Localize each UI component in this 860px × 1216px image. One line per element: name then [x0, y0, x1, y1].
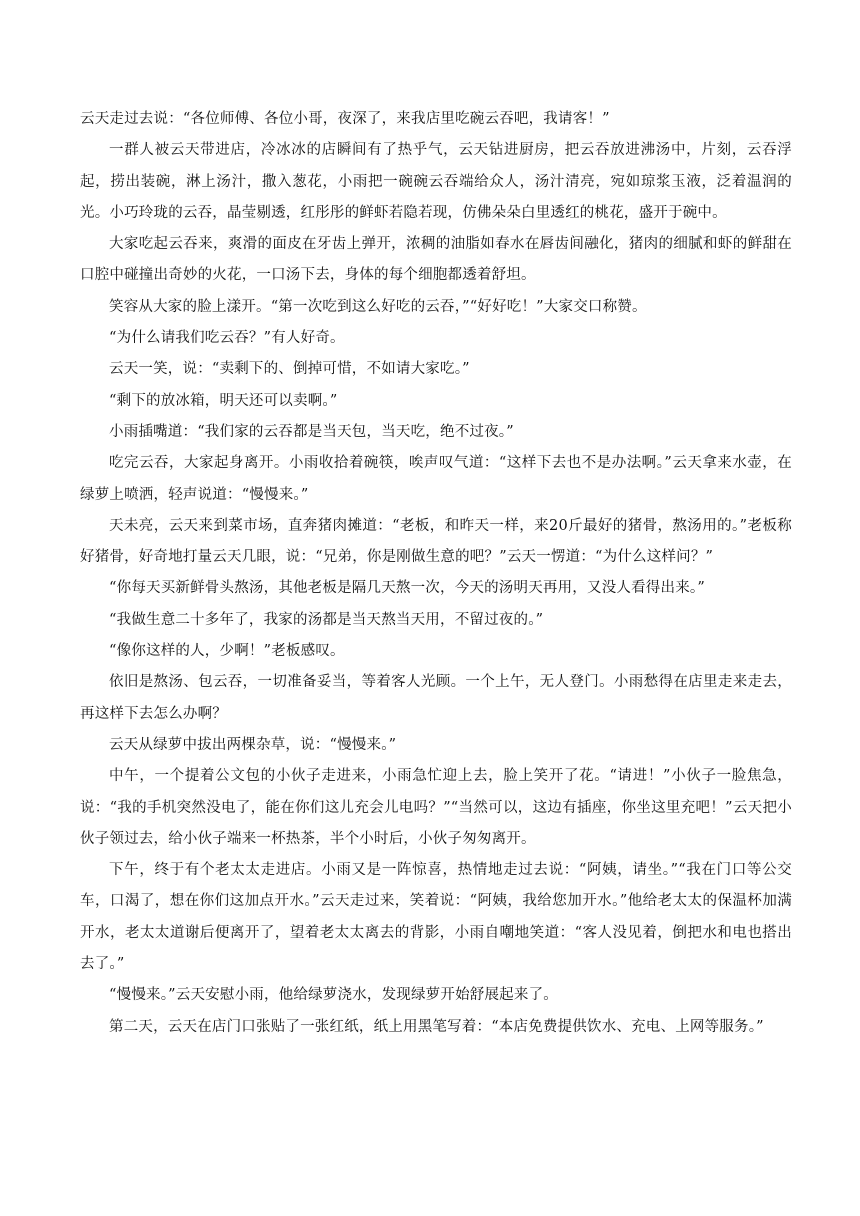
paragraph: 中午，一个提着公文包的小伙子走进来，小雨急忙迎上去，脸上笑开了花。“请进！”小伙子一脸焦急，说：“我的手机突然没电了，能在你们这儿充会儿电吗？”“当然可以，这边有插座，你坐这里充吧！”云天把小伙子领过去，给小伙子端来一杯热茶，半个小时后，小伙子匆匆离开。 — [80, 768, 792, 847]
paragraph: “慢慢来。”云天安慰小雨，他给绿萝浇水，发现绿萝开始舒展起来了。 — [109, 987, 558, 1004]
paragraph: 大家吃起云吞来，爽滑的面皮在牙齿上弹开，浓稠的油脂如春水在唇齿间融化，猪肉的细腻和虾的鲜甜在口腔中碰撞出奇妙的火花，一口汤下去，身体的每个细胞都透着舒坦。 — [80, 236, 792, 284]
paragraph: “像你这样的人，少啊！”老板感叹。 — [109, 643, 345, 660]
paragraph: 小雨插嘴道：“我们家的云吞都是当天包，当天吃，绝不过夜。” — [109, 423, 514, 440]
paragraph: 下午，终于有个老太太走进店。小雨又是一阵惊喜，热情地走过去说：“阿姨，请坐。”“我在门口等公交车，口渴了，想在你们这加点开水。”云天走过来，笑着说：“阿姨，我给您加开水。”他给老太太的保温杯加满开水，老太太道谢后便离开了，望着老太太离去的背影，小雨自嘲地笑道：“客人没见着，倒把水和电也搭出去了。” — [80, 862, 792, 973]
paragraph: 云天走过去说：“各位师傅、各位小哥，夜深了，来我店里吃碗云吞吧，我请客！” — [80, 111, 610, 127]
paragraph: 依旧是熬汤、包云吞，一切准备妥当，等着客人光顾。一个上午，无人登门。小雨愁得在店里走来走去，再这样下去怎么办啊？ — [80, 674, 792, 722]
paragraph: 第二天，云天在店门口张贴了一张红纸，纸上用黑笔写着：“本店免费提供饮水、充电、上网等服务。” — [109, 1018, 764, 1035]
paragraph: 吃完云吞，大家起身离开。小雨收拾着碗筷，唉声叹气道：“这样下去也不是办法啊。”云天拿来水壶，在绿萝上喷洒，轻声说道：“慢慢来。” — [80, 455, 792, 503]
paragraph: “你每天买新鲜骨头熬汤，其他老板是隔几天熬一次，今天的汤明天再用，又没人看得出来。” — [109, 580, 705, 597]
paragraph: “我做生意二十多年了，我家的汤都是当天熬当天用，不留过夜的。” — [109, 611, 544, 628]
paragraph: “为什么请我们吃云吞？”有人好奇。 — [109, 330, 345, 347]
paragraph: “剩下的放冰箱，明天还可以卖啊。” — [109, 392, 338, 409]
paragraph: 云天从绿萝中拔出两棵杂草，说：“慢慢来。” — [109, 736, 397, 753]
paragraph: 云天一笑，说：“卖剩下的、倒掉可惜，不如请大家吃。” — [109, 361, 470, 378]
paragraph: 天未亮，云天来到菜市场，直奔猪肉摊道：“老板，和昨天一样，来20斤最好的猪骨，熬汤用的。”老板称好猪骨，好奇地打量云天几眼，说：“兄弟，你是刚做生意的吧？”云天一愣道：“为什么这样问？” — [80, 517, 792, 566]
paragraph: 笑容从大家的脸上漾开。“第一次吃到这么好吃的云吞，”“好好吃！”大家交口称赞。 — [109, 298, 647, 315]
document-body — [80, 104, 792, 1043]
paragraph: 一群人被云天带进店，冷冰冰的店瞬间有了热乎气，云天钻进厨房，把云吞放进沸汤中，片刻，云吞浮起，捞出装碗，淋上汤汁，撒入葱花，小雨把一碗碗云吞端给众人，汤汁清亮，宛如琼浆玉液，泛着温润的光。小巧玲珑的云吞，晶莹剔透，红彤彤的鲜虾若隐若现，仿佛朵朵白里透红的桃花，盛开于碗中。 — [80, 142, 792, 221]
